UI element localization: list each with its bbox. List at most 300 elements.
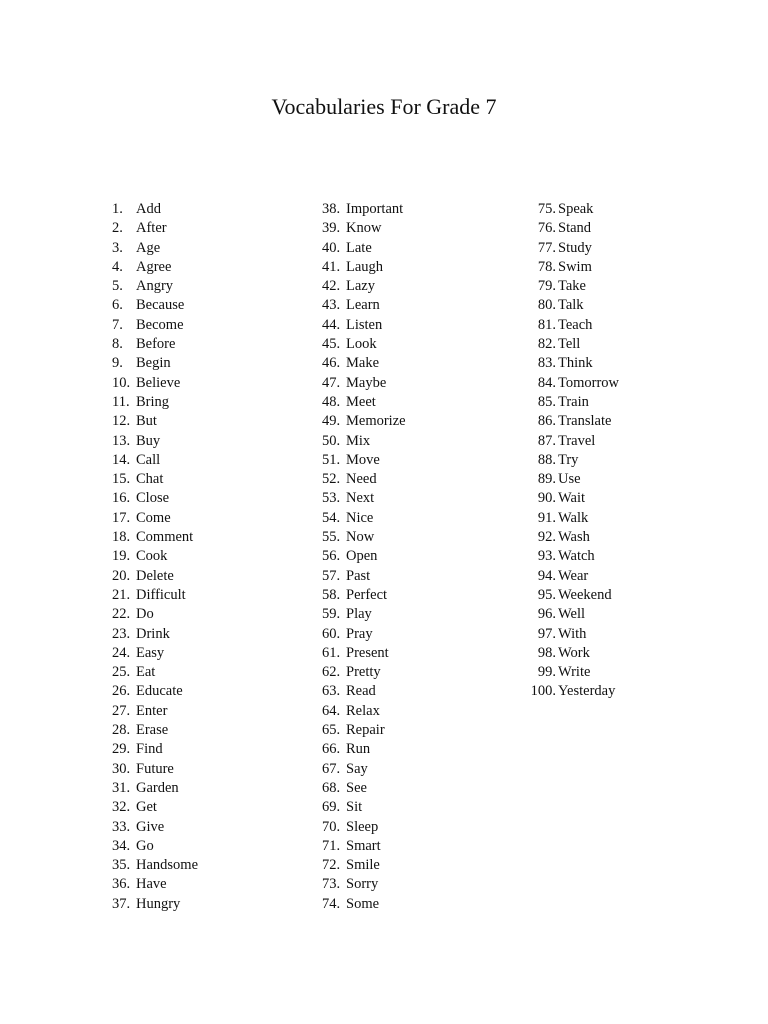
list-item — [112, 451, 198, 470]
item-number: 75. — [537, 201, 556, 217]
item-number: 79. — [537, 278, 556, 295]
item-number: 95. — [537, 586, 556, 603]
list-item — [322, 567, 406, 586]
item-word: Some — [346, 895, 380, 912]
item-word: Listen — [346, 316, 383, 333]
item-number: 81. — [537, 316, 556, 333]
item-word: Well — [558, 606, 586, 623]
list-item — [322, 682, 406, 701]
list-item — [112, 432, 198, 451]
item-number: 66. — [322, 741, 341, 758]
item-number: 88. — [537, 451, 556, 468]
list-item — [112, 528, 198, 547]
item-number: 86. — [537, 413, 556, 430]
list-item — [524, 374, 619, 393]
item-word: Handsome — [136, 857, 199, 874]
item-word: Smart — [346, 837, 381, 854]
item-word: Go — [136, 837, 154, 854]
item-word: Find — [136, 741, 163, 758]
list-item — [112, 625, 198, 644]
list-item — [322, 296, 406, 315]
item-number: 10. — [112, 374, 131, 391]
item-number: 23. — [112, 625, 131, 642]
list-item — [322, 258, 406, 277]
item-number: 67. — [322, 760, 341, 777]
item-word: Pray — [346, 625, 373, 642]
item-word: Lazy — [346, 278, 375, 295]
list-item — [112, 875, 198, 894]
item-number: 16. — [112, 490, 131, 507]
list-item — [112, 586, 198, 605]
item-word: Give — [136, 818, 165, 835]
page-title: Vocabularies For Grade 7 — [271, 94, 497, 119]
item-word: Tomorrow — [558, 374, 620, 391]
list-item — [322, 528, 406, 547]
item-word: Agree — [136, 258, 172, 275]
item-number: 34. — [112, 837, 131, 854]
item-word: Bring — [136, 393, 170, 410]
item-number: 9. — [112, 355, 123, 372]
item-number: 96. — [537, 606, 556, 623]
item-word: Easy — [136, 644, 165, 661]
list-item — [112, 798, 198, 817]
item-number: 55. — [322, 529, 341, 546]
item-word: Present — [346, 644, 389, 661]
item-number: 46. — [322, 355, 341, 372]
list-item — [322, 509, 406, 528]
list-item — [112, 316, 198, 335]
item-word: Stand — [558, 220, 592, 237]
item-word: Watch — [558, 548, 595, 565]
list-item — [112, 856, 198, 875]
list-item — [322, 625, 406, 644]
item-word: Know — [346, 220, 382, 237]
list-item — [524, 567, 619, 586]
item-number: 43. — [322, 297, 341, 314]
list-item — [524, 296, 619, 315]
item-number: 24. — [112, 644, 131, 661]
item-word: Look — [346, 336, 377, 353]
list-item — [112, 567, 198, 586]
item-word: Memorize — [346, 413, 406, 430]
item-word: Laugh — [346, 258, 384, 275]
list-item — [322, 663, 406, 682]
item-word: Get — [136, 799, 157, 816]
item-word: Drink — [136, 625, 170, 642]
item-word: See — [346, 779, 367, 796]
item-word: Work — [558, 644, 590, 661]
item-word: Sorry — [346, 876, 379, 893]
list-item — [322, 721, 406, 740]
item-word: Enter — [136, 702, 168, 719]
item-number: 1. — [112, 201, 123, 217]
list-item — [322, 354, 406, 373]
list-item — [322, 760, 406, 779]
list-item — [112, 354, 198, 373]
item-number: 56. — [322, 548, 341, 565]
item-number: 50. — [322, 432, 341, 449]
item-word: Begin — [136, 355, 171, 372]
item-word: Have — [136, 876, 167, 893]
item-number: 72. — [322, 857, 341, 874]
item-number: 87. — [537, 432, 556, 449]
item-number: 48. — [322, 393, 341, 410]
item-number: 22. — [112, 606, 131, 623]
list-item — [112, 239, 198, 258]
vocab-column-1 — [112, 200, 198, 914]
item-number: 29. — [112, 741, 131, 758]
item-word: Do — [136, 606, 154, 623]
item-word: Angry — [136, 278, 174, 295]
item-number: 47. — [322, 374, 341, 391]
item-number: 40. — [322, 239, 341, 256]
item-number: 71. — [322, 837, 341, 854]
item-word: Pretty — [346, 664, 381, 681]
item-number: 21. — [112, 586, 131, 603]
item-word: Now — [346, 529, 375, 546]
vocab-column-2 — [322, 200, 406, 914]
item-number: 84. — [537, 374, 556, 391]
item-word: Need — [346, 471, 377, 488]
item-number: 76. — [537, 220, 556, 237]
list-item — [524, 528, 619, 547]
item-word: Before — [136, 336, 176, 353]
item-word: Perfect — [346, 586, 388, 603]
item-word: Play — [346, 606, 372, 623]
item-word: Study — [558, 239, 592, 256]
item-number: 11. — [112, 393, 130, 410]
list-item — [112, 547, 198, 566]
list-item — [322, 547, 406, 566]
item-number: 44. — [322, 316, 341, 333]
list-item — [322, 393, 406, 412]
item-word: Swim — [558, 258, 592, 275]
item-number: 3. — [112, 239, 123, 256]
item-number: 32. — [112, 799, 131, 816]
item-number: 14. — [112, 451, 131, 468]
item-word: Use — [558, 471, 581, 488]
list-item — [112, 740, 198, 759]
item-number: 8. — [112, 336, 123, 353]
item-number: 7. — [112, 316, 123, 333]
item-number: 57. — [322, 567, 341, 584]
item-word: Speak — [558, 201, 594, 217]
item-word: With — [558, 625, 587, 642]
item-number: 99. — [537, 664, 556, 681]
item-number: 93. — [537, 548, 556, 565]
list-item — [524, 682, 619, 701]
item-word: Call — [136, 451, 161, 468]
item-number: 60. — [322, 625, 341, 642]
item-number: 51. — [322, 451, 341, 468]
item-number: 59. — [322, 606, 341, 623]
item-number: 62. — [322, 664, 341, 681]
item-number: 82. — [537, 336, 556, 353]
item-number: 98. — [537, 644, 556, 661]
item-number: 77. — [537, 239, 556, 256]
list-item — [524, 625, 619, 644]
item-word: Cook — [136, 548, 168, 565]
list-item — [322, 200, 406, 219]
item-word: Sit — [346, 799, 363, 816]
item-word: Try — [558, 451, 579, 468]
list-item — [524, 335, 619, 354]
item-word: Buy — [136, 432, 161, 449]
list-item — [112, 219, 198, 238]
item-number: 26. — [112, 683, 131, 700]
list-item — [112, 682, 198, 701]
list-item — [322, 239, 406, 258]
item-word: Age — [136, 239, 161, 256]
list-item — [524, 470, 619, 489]
item-number: 12. — [112, 413, 131, 430]
item-word: Meet — [346, 393, 376, 410]
item-word: Close — [136, 490, 170, 507]
item-word: Comment — [136, 529, 194, 546]
item-number: 15. — [112, 471, 131, 488]
list-item — [322, 277, 406, 296]
item-number: 74. — [322, 895, 341, 912]
item-word: Late — [346, 239, 372, 256]
list-item — [524, 239, 619, 258]
item-number: 64. — [322, 702, 341, 719]
item-word: Open — [346, 548, 378, 565]
list-item — [112, 374, 198, 393]
item-number: 35. — [112, 857, 131, 874]
list-item — [322, 470, 406, 489]
item-word: Wait — [558, 490, 586, 507]
list-item — [112, 412, 198, 431]
item-number: 97. — [537, 625, 556, 642]
item-number: 49. — [322, 413, 341, 430]
item-word: Because — [136, 297, 185, 314]
item-word: Eat — [136, 664, 156, 681]
list-item — [322, 412, 406, 431]
list-item — [322, 779, 406, 798]
item-number: 65. — [322, 722, 341, 739]
item-number: 41. — [322, 258, 341, 275]
list-item — [112, 721, 198, 740]
list-item — [524, 605, 619, 624]
item-word: Next — [346, 490, 375, 507]
list-item — [112, 296, 198, 315]
list-item — [112, 702, 198, 721]
item-word: Teach — [558, 316, 593, 333]
list-item — [524, 258, 619, 277]
item-number: 27. — [112, 702, 131, 719]
item-number: 94. — [537, 567, 556, 584]
list-item — [524, 354, 619, 373]
item-number: 53. — [322, 490, 341, 507]
list-item — [112, 470, 198, 489]
item-number: 28. — [112, 722, 131, 739]
item-word: Delete — [136, 567, 174, 584]
list-item — [112, 200, 198, 219]
item-number: 17. — [112, 509, 131, 526]
item-number: 13. — [112, 432, 131, 449]
item-number: 61. — [322, 644, 341, 661]
list-item — [524, 432, 619, 451]
list-item — [322, 875, 406, 894]
item-word: But — [136, 413, 157, 430]
item-number: 45. — [322, 336, 341, 353]
item-word: Future — [136, 760, 174, 777]
list-item — [322, 818, 406, 837]
item-word: Add — [136, 201, 161, 217]
item-number: 4. — [112, 258, 123, 275]
vocab-column-3 — [524, 200, 619, 702]
item-number: 6. — [112, 297, 123, 314]
item-word: Sleep — [346, 818, 379, 835]
item-word: Take — [558, 278, 586, 295]
list-item — [112, 335, 198, 354]
list-item — [322, 335, 406, 354]
item-word: Mix — [346, 432, 371, 449]
list-item — [524, 451, 619, 470]
item-word: Translate — [558, 413, 612, 430]
list-item — [112, 779, 198, 798]
item-number: 19. — [112, 548, 131, 565]
list-item — [322, 219, 406, 238]
list-item — [112, 837, 198, 856]
list-item — [112, 895, 198, 914]
item-word: Talk — [558, 297, 584, 314]
item-word: Travel — [558, 432, 596, 449]
list-item — [524, 200, 619, 219]
list-item — [322, 432, 406, 451]
item-word: Smile — [346, 857, 380, 874]
item-number: 42. — [322, 278, 341, 295]
list-item — [112, 258, 198, 277]
list-item — [524, 644, 619, 663]
item-word: Learn — [346, 297, 380, 314]
item-number: 100. — [530, 683, 556, 700]
list-item — [524, 219, 619, 238]
item-number: 20. — [112, 567, 131, 584]
list-item — [322, 489, 406, 508]
list-item — [524, 547, 619, 566]
item-number: 58. — [322, 586, 341, 603]
item-word: Wear — [558, 567, 589, 584]
item-number: 92. — [537, 529, 556, 546]
item-number: 31. — [112, 779, 131, 796]
item-number: 63. — [322, 683, 341, 700]
list-item — [524, 393, 619, 412]
item-number: 73. — [322, 876, 341, 893]
list-item — [322, 316, 406, 335]
item-number: 36. — [112, 876, 131, 893]
item-word: Nice — [346, 509, 374, 526]
item-word: Walk — [558, 509, 589, 526]
item-word: Wash — [558, 529, 590, 546]
list-item — [322, 798, 406, 817]
item-word: Weekend — [558, 586, 612, 603]
list-item — [524, 316, 619, 335]
list-item — [112, 277, 198, 296]
list-item — [112, 393, 198, 412]
item-word: Maybe — [346, 374, 387, 391]
list-item — [112, 605, 198, 624]
item-word: Chat — [136, 471, 164, 488]
item-number: 68. — [322, 779, 341, 796]
item-word: Repair — [346, 722, 385, 739]
list-item — [524, 277, 619, 296]
item-number: 2. — [112, 220, 123, 237]
list-item — [322, 856, 406, 875]
list-item — [322, 702, 406, 721]
item-word: Important — [346, 201, 404, 217]
list-item — [112, 760, 198, 779]
item-number: 39. — [322, 220, 341, 237]
item-word: Run — [346, 741, 371, 758]
item-number: 38. — [322, 201, 341, 217]
list-item — [322, 605, 406, 624]
item-number: 85. — [537, 393, 556, 410]
item-word: Come — [136, 509, 171, 526]
item-number: 30. — [112, 760, 131, 777]
item-word: Educate — [136, 683, 183, 700]
item-word: Garden — [136, 779, 179, 796]
list-item — [112, 489, 198, 508]
item-number: 25. — [112, 664, 131, 681]
item-word: Tell — [558, 336, 581, 353]
item-number: 70. — [322, 818, 341, 835]
item-number: 80. — [537, 297, 556, 314]
item-number: 78. — [537, 258, 556, 275]
item-number: 52. — [322, 471, 341, 488]
list-item — [112, 509, 198, 528]
item-number: 69. — [322, 799, 341, 816]
item-word: Make — [346, 355, 380, 372]
list-item — [524, 412, 619, 431]
list-item — [112, 644, 198, 663]
list-item — [524, 586, 619, 605]
list-item — [322, 895, 406, 914]
item-number: 89. — [537, 471, 556, 488]
item-word: Relax — [346, 702, 380, 719]
list-item — [112, 818, 198, 837]
list-item — [322, 740, 406, 759]
list-item — [524, 489, 619, 508]
item-word: Think — [558, 355, 593, 372]
list-item — [322, 644, 406, 663]
list-item — [322, 837, 406, 856]
item-word: After — [136, 220, 167, 237]
item-word: Become — [136, 316, 184, 333]
item-number: 33. — [112, 818, 131, 835]
list-item — [322, 586, 406, 605]
item-word: Move — [346, 451, 380, 468]
item-number: 37. — [112, 895, 131, 912]
item-word: Erase — [136, 722, 169, 739]
item-word: Believe — [136, 374, 181, 391]
item-word: Hungry — [136, 895, 181, 912]
list-item — [524, 663, 619, 682]
list-item — [322, 374, 406, 393]
item-number: 18. — [112, 529, 131, 546]
item-number: 5. — [112, 278, 123, 295]
item-number: 54. — [322, 509, 341, 526]
item-word: Write — [558, 664, 591, 681]
item-word: Yesterday — [558, 683, 616, 700]
item-number: 90. — [537, 490, 556, 507]
item-word: Difficult — [136, 586, 186, 603]
item-word: Past — [346, 567, 371, 584]
item-number: 91. — [537, 509, 556, 526]
list-item — [112, 663, 198, 682]
item-word: Read — [346, 683, 376, 700]
item-word: Train — [558, 393, 589, 410]
